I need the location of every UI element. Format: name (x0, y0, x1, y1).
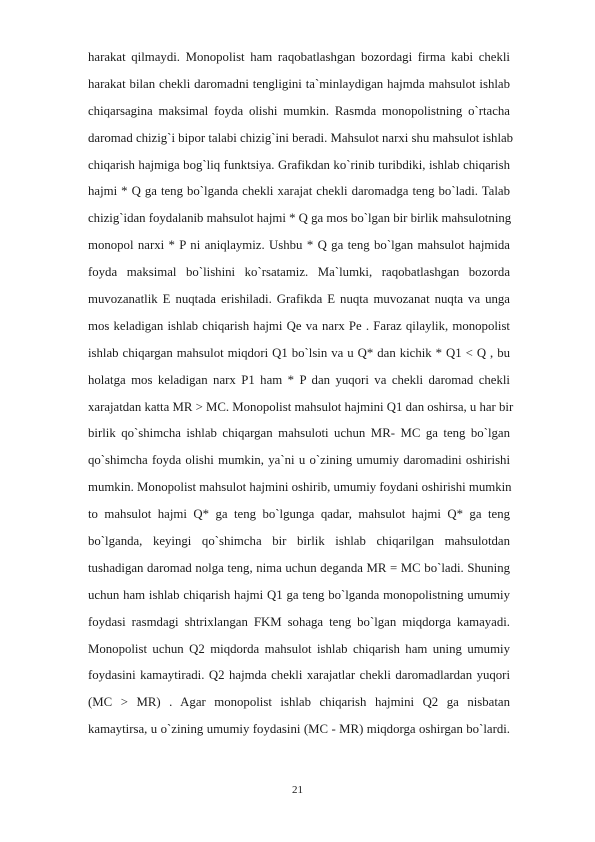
text-line: xarajatdan katta MR > MC. Monopolist mahsulot hajmini Q1 dan oshirsa, u har bir (88, 399, 514, 414)
text-line: harakat bilan chekli daromadni tengligini ta`minlaydigan hajmda mahsulot ishlab (88, 76, 510, 91)
text-line: bo`lganda, keyingi qo`shimcha bir birlik ishlab chiqarilgan mahsulotdan (88, 534, 510, 549)
text-line: hajmi * Q ga teng bo`lganda chekli xarajat chekli daromadga teng bo`ladi. Talab (88, 184, 510, 199)
text-line: uchun ham ishlab chiqarish hajmi Q1 ga teng bo`lganda monopolistning umumiy (88, 587, 510, 602)
text-line: mumkin. Monopolist mahsulot hajmini oshirib, umumiy foydani oshirishi mumkin (88, 480, 512, 495)
text-line: harakat qilmaydi. Monopolist ham raqobatlashgan bozordagi firma kabi chekli (88, 50, 510, 64)
page-number: 21 (292, 784, 303, 796)
text-line: daromad chizig`i bipor talabi chizig`ini beradi. Mahsulot narxi shu mahsulot ishlab (88, 130, 514, 145)
text-line: foydasi rasmdagi shtrixlangan FKM sohaga teng bo`lgan miqdorga kamayadi. (88, 614, 510, 629)
text-line: tushadigan daromad nolga teng, nima uchun deganda MR = MC bo`ladi. Shuning (88, 560, 510, 575)
text-line: foyda maksimal bo`lishini ko`rsatamiz. Ma`lumki, raqobatlashgan bozorda (88, 265, 510, 280)
text-line: kamaytirsa, u o`zining umumiy foydasini (MC - MR) miqdorga oshirgan bo`lardi. (88, 722, 510, 737)
text-line: holatga mos keladigan narx P1 ham * P dan yuqori va chekli daromad chekli (88, 372, 510, 387)
text-line: to mahsulot hajmi Q* ga teng bo`lgunga qadar, mahsulot hajmi Q* ga teng (88, 507, 510, 522)
text-line: qo`shimcha foyda olishi mumkin, ya`ni u o`zining umumiy daromadini oshirishi (88, 453, 510, 468)
body-paragraph (88, 44, 514, 743)
text-line: Monopolist uchun Q2 miqdorda mahsulot ishlab chiqarish ham uning umumiy (88, 641, 510, 656)
text-line: (MC > MR) . Agar monopolist ishlab chiqarish hajmini Q2 ga nisbatan (88, 695, 510, 710)
text-line: chiqarsagina maksimal foyda olishi mumkin. Rasmda monopolistning o`rtacha (88, 103, 510, 118)
text-line: chizig`idan foydalanib mahsulot hajmi * Q ga mos bo`lgan bir birlik mahsulotning (88, 211, 512, 226)
text-line: monopol narxi * P ni aniqlaymiz. Ushbu * Q ga teng bo`lgan mahsulot hajmida (88, 238, 510, 253)
text-line: muvozanatlik E nuqtada erishiladi. Grafikda E nuqta muvozanat nuqta va unga (88, 292, 510, 307)
text-line: ishlab chiqargan mahsulot miqdori Q1 bo`lsin va u Q* dan kichik * Q1 < Q , bu (88, 345, 510, 360)
text-line: foydasini kamaytiradi. Q2 hajmda chekli xarajatlar chekli daromadlardan yuqori (88, 668, 510, 683)
text-line: chiqarish hajmiga bog`liq funktsiya. Grafikdan ko`rinib turibdiki, ishlab chiqarish (88, 157, 510, 172)
text-line: birlik qo`shimcha ishlab chiqargan mahsuloti uchun MR- MC ga teng bo`lgan (88, 426, 510, 441)
text-line: mos keladigan ishlab chiqarish hajmi Qe va narx Pe . Faraz qilaylik, monopolist (88, 318, 510, 333)
